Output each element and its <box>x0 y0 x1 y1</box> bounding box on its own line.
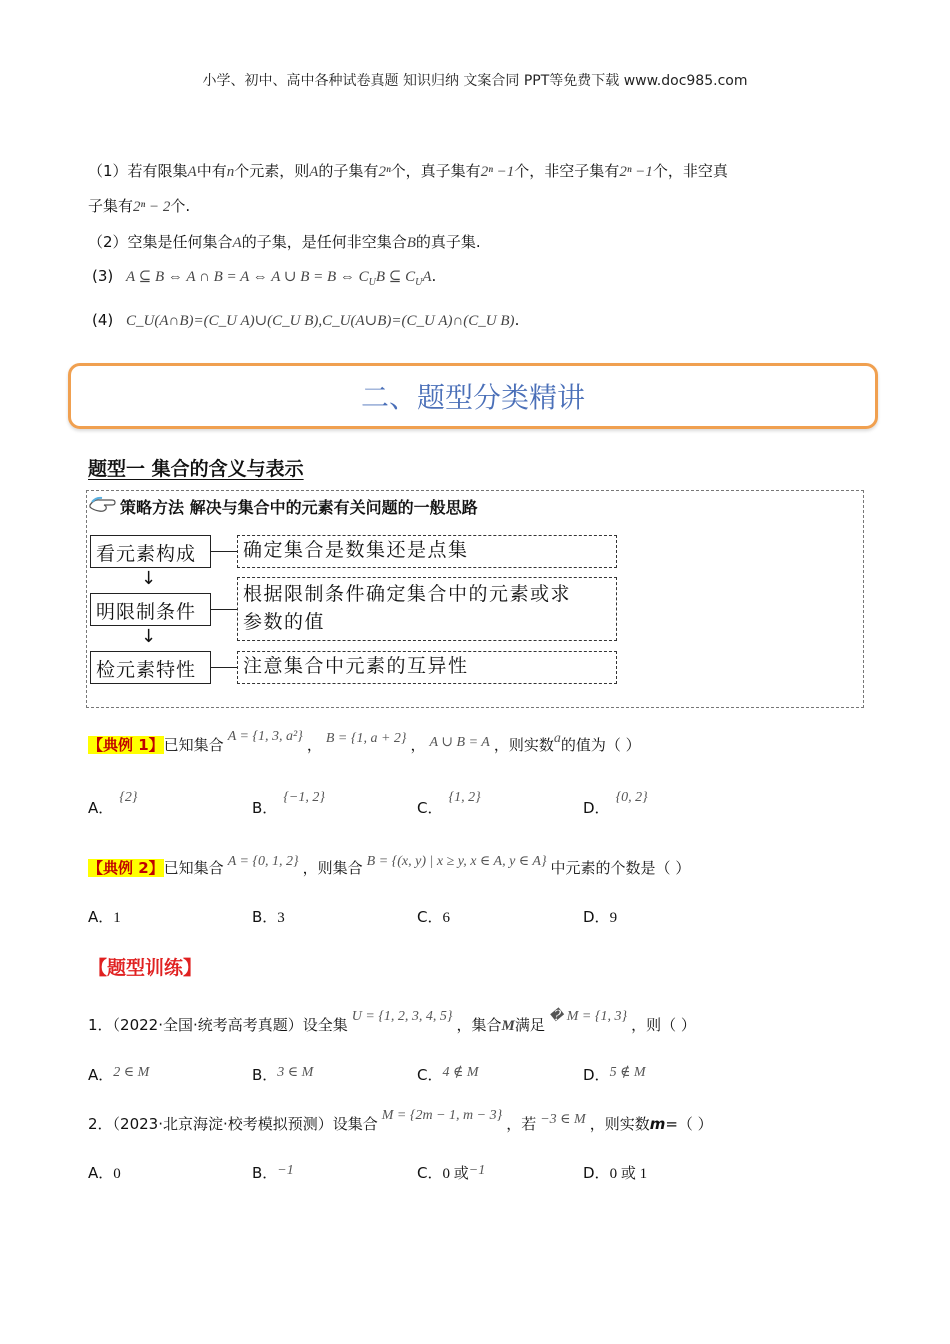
math-formula: 2ⁿ − 2 <box>133 199 171 215</box>
conclusion-4 <box>92 311 519 330</box>
math-var: M <box>501 1018 515 1034</box>
option-letter: A． <box>88 799 114 817</box>
connector-line <box>211 551 237 552</box>
training-title: 【题型训练】 <box>88 957 203 979</box>
flow-step-2-box <box>90 593 211 626</box>
strategy-title: 策略方法 解决与集合中的元素有关问题的一般思路 <box>120 498 478 517</box>
text: 子集有 <box>88 197 134 215</box>
example-1-option-d[interactable] <box>583 790 648 818</box>
flow-step-1-desc <box>237 535 617 568</box>
option-letter: A． <box>88 908 114 926</box>
text: 中元素的个数是（ ） <box>550 859 691 877</box>
math-formula: � M = {1, 3} <box>548 1009 628 1024</box>
math-var: m <box>649 1115 666 1133</box>
text: ，若 <box>506 1115 537 1133</box>
text: 已知集合 <box>163 736 224 754</box>
text: ， <box>306 736 322 754</box>
math-var: A <box>422 269 432 285</box>
flow-step-label: 明限制条件 <box>96 601 197 623</box>
conclusion-1-line-2 <box>88 195 190 216</box>
text: . <box>514 311 520 329</box>
text: 的子集有 <box>318 162 379 180</box>
hand-pointer-icon <box>88 493 118 515</box>
option-letter: A． <box>88 1164 114 1182</box>
example-2-option-c[interactable] <box>417 906 450 927</box>
flow-step-desc-line: 根据限制条件确定集合中的元素或求 <box>243 583 572 605</box>
text: （2）空集是任何集合 <box>88 233 233 251</box>
math-formula: A = {0, 1, 2} <box>227 854 299 869</box>
example-1-option-a[interactable] <box>88 790 138 818</box>
math-formula: B = {1, a + 2} <box>325 731 407 746</box>
section-heading-box <box>68 363 878 429</box>
down-arrow-icon: ↓ <box>141 568 157 589</box>
question-number: 2． <box>88 1115 113 1133</box>
flow-step-label: 看元素构成 <box>96 543 197 565</box>
example-1-question <box>88 729 641 755</box>
text: (3) <box>92 267 114 285</box>
math-formula: A ∪ B = A <box>429 735 490 750</box>
down-arrow-icon: ↓ <box>141 626 157 647</box>
flow-step-desc: 注意集合中元素的互异性 <box>243 655 469 677</box>
option-value: −1 <box>277 1163 294 1178</box>
question-2-option-c[interactable] <box>417 1162 485 1183</box>
text: ，则实数 <box>493 736 554 754</box>
option-value: 0 <box>113 1166 121 1182</box>
option-value: {1, 2} <box>448 790 481 805</box>
text: 的值为（ ） <box>560 736 641 754</box>
math-formula: −3 ∈ M <box>540 1112 586 1127</box>
question-2-option-b[interactable] <box>252 1162 294 1183</box>
text: 个，真子集有 <box>390 162 481 180</box>
option-letter: A． <box>88 1066 114 1084</box>
question-2-option-a[interactable] <box>88 1162 121 1183</box>
math-formula: 2ⁿ −1 <box>480 164 515 180</box>
option-letter: D． <box>583 1164 610 1182</box>
question-2-option-d[interactable] <box>583 1162 647 1183</box>
math-formula: M = {2m − 1, m − 3} <box>381 1108 503 1123</box>
topic-title: 题型一 集合的含义与表示 <box>88 458 304 480</box>
option-value: 3 <box>277 910 285 926</box>
example-2-option-a[interactable] <box>88 906 121 927</box>
example-1-option-c[interactable] <box>417 790 481 818</box>
text: 的子集，是任何非空集合 <box>241 233 407 251</box>
math-formula: B ⊆ C <box>375 269 416 285</box>
question-number: 1． <box>88 1016 113 1034</box>
text: ，则集合 <box>302 859 363 877</box>
option-value: 1 <box>113 910 121 926</box>
text: 个，非空真 <box>652 162 728 180</box>
text: ，则实数 <box>589 1115 650 1133</box>
option-value: 5 ∉ M <box>609 1065 646 1080</box>
flow-step-1-box <box>90 535 211 568</box>
math-var: A <box>232 235 242 251</box>
math-subscript: U <box>368 277 376 288</box>
conclusion-1-line-1 <box>88 160 728 181</box>
option-letter: C． <box>417 908 443 926</box>
option-value: 6 <box>442 910 450 926</box>
example-2-option-d[interactable] <box>583 906 617 927</box>
math-subscript: U <box>415 277 423 288</box>
text: ， <box>410 736 426 754</box>
option-value: 9 <box>609 910 618 926</box>
text: 的真子集. <box>415 233 481 251</box>
option-letter: B． <box>252 1164 278 1182</box>
text: =（ ） <box>665 1115 713 1133</box>
math-var: a <box>553 731 561 746</box>
option-value: {0, 2} <box>615 790 648 805</box>
option-letter: C． <box>417 1066 443 1084</box>
question-1-option-b[interactable] <box>252 1064 313 1085</box>
option-value: 4 ∉ M <box>442 1065 479 1080</box>
math-formula: C_U(A∩B)=(C_U A)∪(C_U B),C_U(A∪B)=(C_U A)∩(C_U B) <box>126 313 515 329</box>
option-letter: B． <box>252 1066 278 1084</box>
text: 个元素，则 <box>234 162 310 180</box>
question-1-option-d[interactable] <box>583 1064 646 1085</box>
option-letter: B． <box>252 908 278 926</box>
math-formula: A ⊆ B ⇔ A ∩ B = A ⇔ A ∪ B = B ⇔ C <box>126 269 369 285</box>
math-var: n <box>226 164 235 180</box>
text: . <box>431 267 437 285</box>
math-var: B <box>406 235 416 251</box>
section-title: 二、题型分类精讲 <box>360 381 585 414</box>
example-tag: 【典例 2】 <box>88 859 164 877</box>
math-formula: A = {1, 3, a²} <box>227 729 303 744</box>
option-value: −1 <box>468 1163 486 1178</box>
text: 已知集合 <box>163 859 224 877</box>
text: 个. <box>170 197 191 215</box>
text: 中有 <box>196 162 227 180</box>
question-2 <box>88 1108 713 1134</box>
flow-step-2-desc <box>237 577 617 641</box>
flow-step-3-desc <box>237 651 617 684</box>
option-value: 2 ∈ M <box>113 1065 150 1080</box>
question-1-option-c[interactable] <box>417 1064 479 1085</box>
question-source: （2023·北京海淀·校考模拟预测）设集合 <box>112 1115 378 1133</box>
text: (4) <box>92 311 114 329</box>
flow-step-desc-line: 参数的值 <box>243 611 326 633</box>
question-source: （2022·全国·统考高考真题）设全集 <box>112 1016 348 1034</box>
option-letter: B． <box>252 799 278 817</box>
example-2-option-b[interactable] <box>252 906 285 927</box>
text: ，则（ ） <box>631 1016 696 1034</box>
flow-step-3-box <box>90 651 211 684</box>
conclusion-1-text: （1）若有限集 <box>88 162 188 180</box>
text: 满足 <box>514 1016 545 1034</box>
example-2-question <box>88 854 691 878</box>
connector-line <box>211 609 237 610</box>
connector-line <box>211 667 237 668</box>
example-1-option-b[interactable] <box>252 790 325 818</box>
math-formula: B = {(x, y) | x ≥ y, x ∈ A, y ∈ A} <box>366 854 547 869</box>
option-value-prefix: 0 或 <box>442 1166 469 1182</box>
option-value: {2} <box>119 790 138 805</box>
conclusion-3 <box>92 267 436 288</box>
math-formula: 2ⁿ <box>378 164 391 180</box>
option-value: 0 或 1 <box>609 1166 648 1182</box>
question-1-option-a[interactable] <box>88 1064 149 1085</box>
text: 个，非空子集有 <box>514 162 620 180</box>
math-formula: 2ⁿ −1 <box>619 164 653 180</box>
example-tag: 【典例 1】 <box>88 736 164 754</box>
text: ，集合 <box>456 1016 502 1034</box>
option-letter: C． <box>417 1164 443 1182</box>
question-1 <box>88 1009 696 1035</box>
option-letter: C． <box>417 799 443 817</box>
option-letter: D． <box>583 908 610 926</box>
flow-step-label: 检元素特性 <box>96 659 197 681</box>
option-value: 3 ∈ M <box>277 1065 314 1080</box>
conclusion-2 <box>88 231 481 252</box>
math-var: A <box>187 164 197 180</box>
page-header: 小学、初中、高中各种试卷真题 知识归纳 文案合同 PPT等免费下载 www.doc985.com <box>202 73 748 89</box>
option-letter: D． <box>583 799 610 817</box>
math-var: A <box>309 164 319 180</box>
option-letter: D． <box>583 1066 610 1084</box>
option-value: {−1, 2} <box>283 790 325 805</box>
flow-step-desc: 确定集合是数集还是点集 <box>243 539 469 561</box>
math-formula: U = {1, 2, 3, 4, 5} <box>351 1009 453 1024</box>
